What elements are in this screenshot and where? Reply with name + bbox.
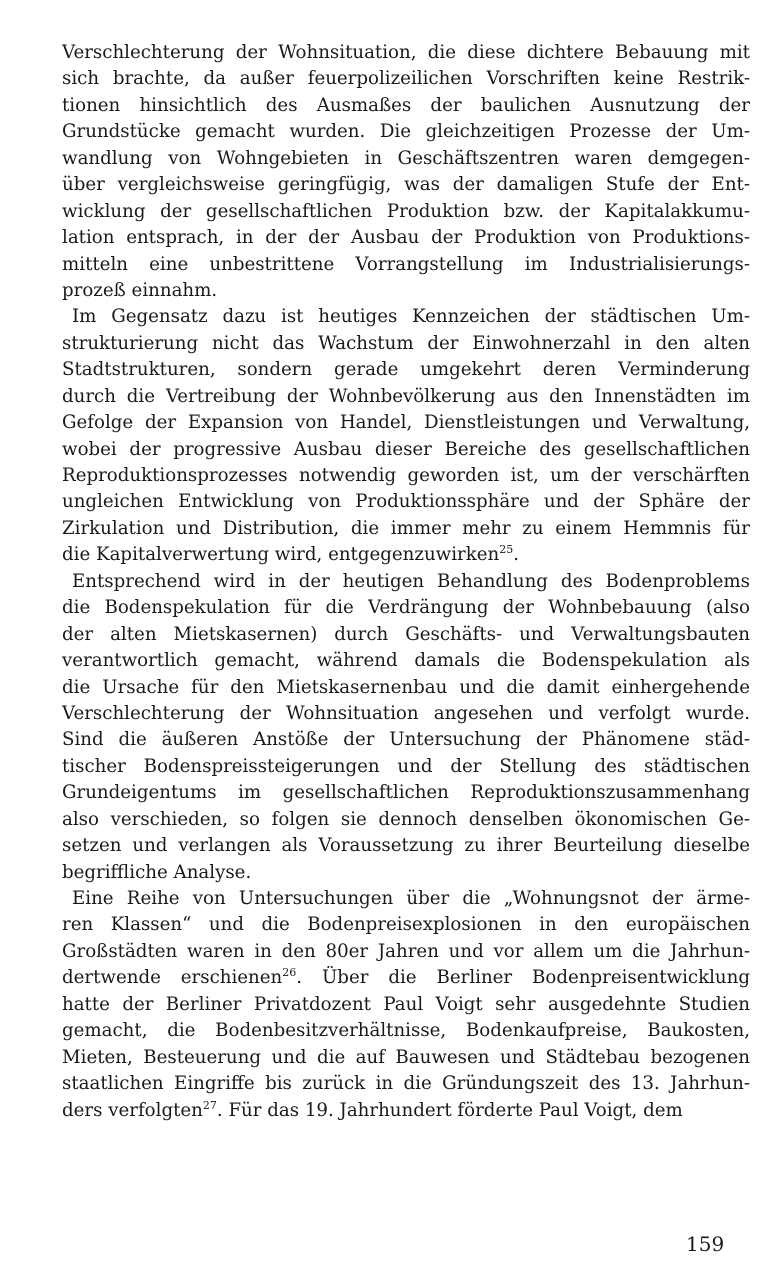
- text-line: [62, 437, 750, 463]
- line-text: Verschlechterung der Wohnsituation, die diese dichtere Bebauung mit: [62, 42, 750, 63]
- line-text: die Kapitalverwertung wird, entgegenzuwirken: [62, 544, 500, 566]
- text-line: [62, 278, 750, 304]
- text-line: [62, 410, 750, 436]
- text-line: [62, 66, 750, 92]
- line-text: lation entsprach, in der der Ausbau der Produktion von Produktions-: [62, 227, 750, 249]
- text-line: [62, 675, 750, 701]
- body-text: [62, 40, 750, 1124]
- text-line: [62, 119, 750, 145]
- paragraph: [62, 40, 750, 304]
- text-line: [62, 1098, 750, 1124]
- line-text: wobei der progressive Ausbau dieser Bereiche des gesellschaftlichen: [62, 438, 750, 460]
- text-line: [62, 992, 750, 1018]
- footnote-marker: 27: [202, 1098, 217, 1112]
- line-text: tischer Bodenspreissteigerungen und der Stellung des städtischen: [62, 755, 750, 777]
- text-line: [62, 331, 750, 357]
- text-line: [62, 463, 750, 489]
- text-line: [62, 384, 750, 410]
- text-line: [62, 886, 750, 912]
- text-line: [62, 1071, 750, 1097]
- text-line: [62, 489, 750, 515]
- line-text: Großstädten waren in den 80er Jahren und vor allem um die Jahrhun-: [62, 940, 750, 962]
- paragraph: [62, 569, 750, 886]
- line-text: prozeß einnahm.: [62, 279, 218, 301]
- text-line: [62, 1018, 750, 1044]
- line-text: verantwortlich gemacht, während damals die Bodenspekulation als: [62, 650, 750, 672]
- line-text: wicklung der gesellschaftlichen Produktion bzw. der Kapitalakkumu-: [62, 200, 750, 222]
- line-text: ungleichen Entwicklung von Produktionssphäre und der Sphäre der: [62, 491, 750, 513]
- text-line: [62, 225, 750, 251]
- text-line: [62, 780, 750, 806]
- line-text: wandlung von Wohngebieten in Geschäftszentren waren demgegen-: [62, 147, 750, 169]
- line-text: die Bodenspekulation für die Verdrängung der Wohnbebauung (also: [62, 597, 750, 619]
- text-line: [62, 569, 750, 595]
- text-line: [62, 807, 750, 833]
- line-text: der alten Mietskasernen) durch Geschäfts- und Verwaltungsbauten: [62, 623, 750, 645]
- text-line: [62, 701, 750, 727]
- text-line: [62, 357, 750, 383]
- line-text: Im Gegensatz dazu ist heutiges Kennzeichen der städtischen Um-: [72, 306, 750, 328]
- text-line: [62, 939, 750, 965]
- line-text: sich brachte, da außer feuerpolizeilichen Vorschriften keine Restrik-: [62, 68, 750, 90]
- line-text: Zirkulation und Distribution, die immer mehr zu einem Hemmnis für: [62, 517, 750, 539]
- text-line: [62, 93, 750, 119]
- text-line: [62, 860, 750, 886]
- text-line: [62, 304, 750, 330]
- line-text: begriffliche Analyse.: [62, 861, 252, 883]
- line-text: staatlichen Eingriffe bis zurück in die Gründungszeit des 13. Jahrhun-: [62, 1073, 750, 1095]
- line-text: Eine Reihe von Untersuchungen über die „Wohnungsnot der ärme-: [72, 888, 750, 909]
- paragraph: [62, 304, 750, 568]
- footnote-marker: 26: [282, 966, 297, 980]
- line-text: die Ursache für den Mietskasernenbau und die damit einhergehende: [62, 676, 750, 698]
- line-text: über vergleichsweise geringfügig, was der damaligen Stufe der Ent-: [62, 174, 750, 196]
- line-text-continued: .: [513, 544, 520, 566]
- text-line: [62, 912, 750, 938]
- text-line: [62, 965, 750, 991]
- line-text: Gefolge der Expansion von Handel, Dienstleistungen und Verwaltung,: [62, 412, 750, 434]
- text-line: [62, 172, 750, 198]
- line-text-continued: . Für das 19. Jahrhundert förderte Paul Voigt, dem: [216, 1099, 683, 1121]
- line-text: ders verfolgten: [62, 1099, 203, 1121]
- line-text: mitteln eine unbestrittene Vorrangstellung im Industrialisierungs-: [62, 253, 750, 275]
- text-line: [62, 622, 750, 648]
- line-text: Grundstücke gemacht wurden. Die gleichzeitigen Prozesse der Um-: [62, 121, 750, 143]
- line-text: Mieten, Besteuerung und die auf Bauwesen und Städtebau bezogenen: [62, 1046, 750, 1068]
- line-text-continued: . Über die Berliner Bodenpreisentwicklung: [296, 967, 750, 989]
- line-text: strukturierung nicht das Wachstum der Einwohnerzahl in den alten: [62, 332, 750, 354]
- line-text: Stadtstrukturen, sondern gerade umgekehrt deren Verminderung: [62, 359, 750, 381]
- footnote-marker: 25: [499, 543, 514, 557]
- text-line: [62, 727, 750, 753]
- text-line: [62, 199, 750, 225]
- line-text: also verschieden, so folgen sie dennoch denselben ökonomischen Ge-: [62, 808, 750, 830]
- line-text: ren Klassen“ und die Bodenpreisexplosionen in den europäischen: [62, 914, 750, 936]
- line-text: hatte der Berliner Privatdozent Paul Voigt sehr ausgedehnte Studien: [62, 993, 750, 1015]
- line-text: dertwende erschienen: [62, 967, 283, 989]
- paragraph: [62, 886, 750, 1124]
- text-line: [62, 542, 750, 568]
- text-line: [62, 595, 750, 621]
- line-text: Reproduktionsprozesses notwendig geworden ist, um der verschärften: [62, 465, 750, 486]
- text-line: [62, 1045, 750, 1071]
- text-line: [62, 252, 750, 278]
- text-line: [62, 754, 750, 780]
- page-number: 159: [686, 1232, 725, 1256]
- text-line: [62, 146, 750, 172]
- line-text: Grundeigentums im gesellschaftlichen Reproduktionszusammenhang: [62, 782, 750, 804]
- line-text: Entsprechend wird in der heutigen Behandlung des Bodenproblems: [72, 570, 750, 592]
- line-text: durch die Vertreibung der Wohnbevölkerung aus den Innenstädten im: [62, 385, 750, 407]
- line-text: setzen und verlangen als Voraussetzung zu ihrer Beurteilung dieselbe: [62, 835, 750, 857]
- text-line: [62, 516, 750, 542]
- text-line: [62, 40, 750, 66]
- line-text: Verschlechterung der Wohnsituation angesehen und verfolgt wurde.: [62, 702, 750, 724]
- line-text: gemacht, die Bodenbesitzverhältnisse, Bodenkaufpreise, Baukosten,: [62, 1020, 750, 1042]
- line-text: tionen hinsichtlich des Ausmaßes der baulichen Ausnutzung der: [62, 94, 750, 116]
- text-line: [62, 648, 750, 674]
- text-line: [62, 833, 750, 859]
- line-text: Sind die äußeren Anstöße der Untersuchung der Phänomene städ-: [62, 729, 750, 751]
